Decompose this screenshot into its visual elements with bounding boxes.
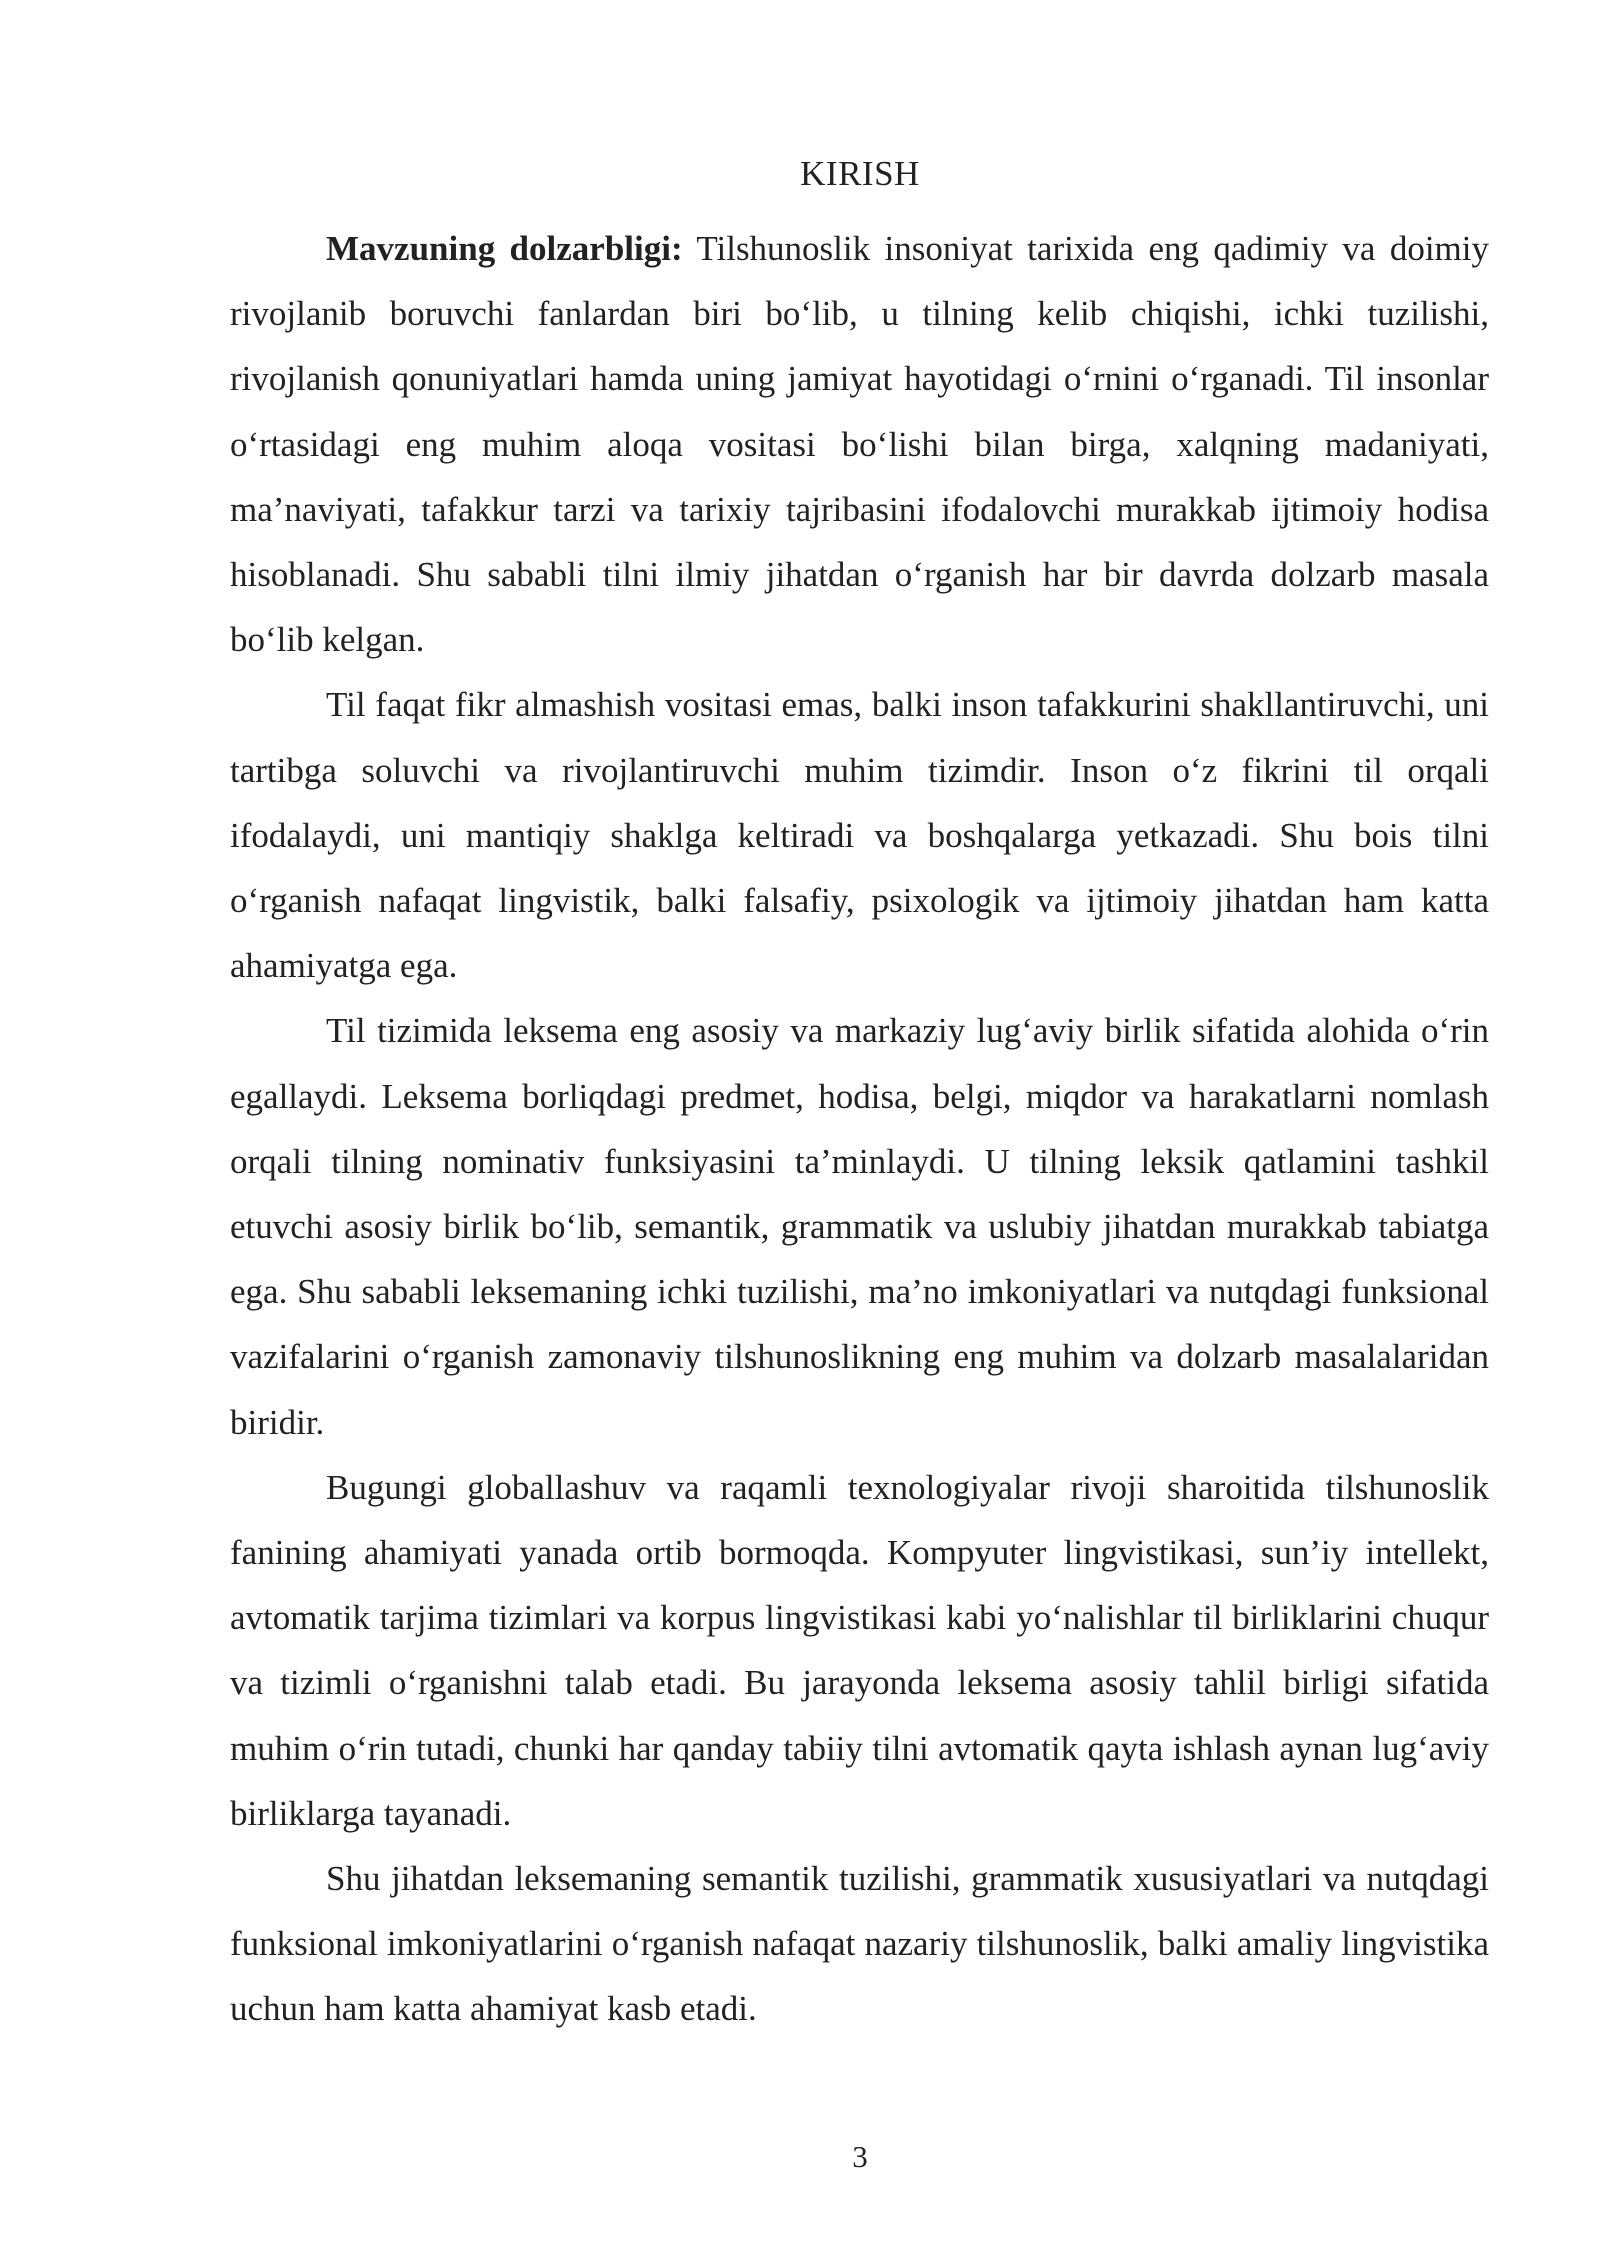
body-text [230,216,1489,2042]
page-title: KIRISH [800,154,920,193]
paragraph: Shu jihatdan leksemaning semantik tuzilishi, grammatik xususiyatlari va nutqdagi funksional imkoniyatlarini o‘rganish nafaqat nazariy tilshunoslik, balki amaliy lingvistika uchun ham katta ahamiyat kasb etadi. [230,1859,1489,2029]
paragraph-lead-heading: Mavzuning dolzarbligi: [326,229,683,268]
paragraph: Til tizimida leksema eng asosiy va markaziy lug‘aviy birlik sifatida alohida o‘rin egallaydi. Leksema borliqdagi predmet, hodisa, belgi, miqdor va harakatlarni nomlash orqali tilning nominativ funksiyasini ta’minlaydi. U tilning leksik qatlamini tashkil etuvchi asosiy birlik bo‘lib, semantik, grammatik va uslubiy jihatdan murakkab tabiatga ega. Shu sababli leksemaning ichki tuzilishi, ma’no imkoniyatlari va nutqdagi funksional vazifalarini o‘rganish zamonaviy tilshunoslikning eng muhim va dolzarb masalalaridan biridir. [230,1011,1489,1442]
paragraph: Til faqat fikr almashish vositasi emas, balki inson tafakkurini shakllantiruvchi, uni tartibga soluvchi va rivojlantiruvchi muhim tizimdir. Inson o‘z fikrini til orqali ifodalaydi, uni mantiqiy shaklga keltiradi va boshqalarga yetkazadi. Shu bois tilni o‘rganish nafaqat lingvistik, balki falsafiy, psixologik va ijtimoiy jihatdan ham katta ahamiyatga ega. [230,685,1489,986]
paragraph: Bugungi globallashuv va raqamli texnologiyalar rivoji sharoitida tilshunoslik fanining ahamiyati yanada ortib bormoqda. Kompyuter lingvistikasi, sun’iy intellekt, avtomatik tarjima tizimlari va korpus lingvistikasi kabi yo‘nalishlar til birliklarini chuqur va tizimli o‘rganishni talab etadi. Bu jarayonda leksema asosiy tahlil birligi sifatida muhim o‘rin tutadi, chunki har qanday tabiiy tilni avtomatik qayta ishlash aynan lug‘aviy birliklarga tayanadi. [230,1467,1489,1833]
paragraph-text: Tilshunoslik insoniyat tarixida eng qadimiy va doimiy rivojlanib boruvchi fanlardan biri bo‘lib, u tilning kelib chiqishi, ichki tuzilishi, rivojlanish qonuniyatlari hamda uning jamiyat hayotidagi o‘rnini o‘rganadi. Til insonlar o‘rtasidagi eng muhim aloqa vositasi bo‘lishi bilan birga, xalqning madaniyati, ma’naviyati, tafakkur tarzi va tarixiy tajribasini ifodalovchi murakkab ijtimoiy hodisa hisoblanadi. Shu sababli tilni ilmiy jihatdan o‘rganish har bir davrda dolzarb masala bo‘lib kelgan. [230,229,1489,660]
paragraph-relevance [230,216,1489,672]
page-number: 3 [852,2139,868,2174]
